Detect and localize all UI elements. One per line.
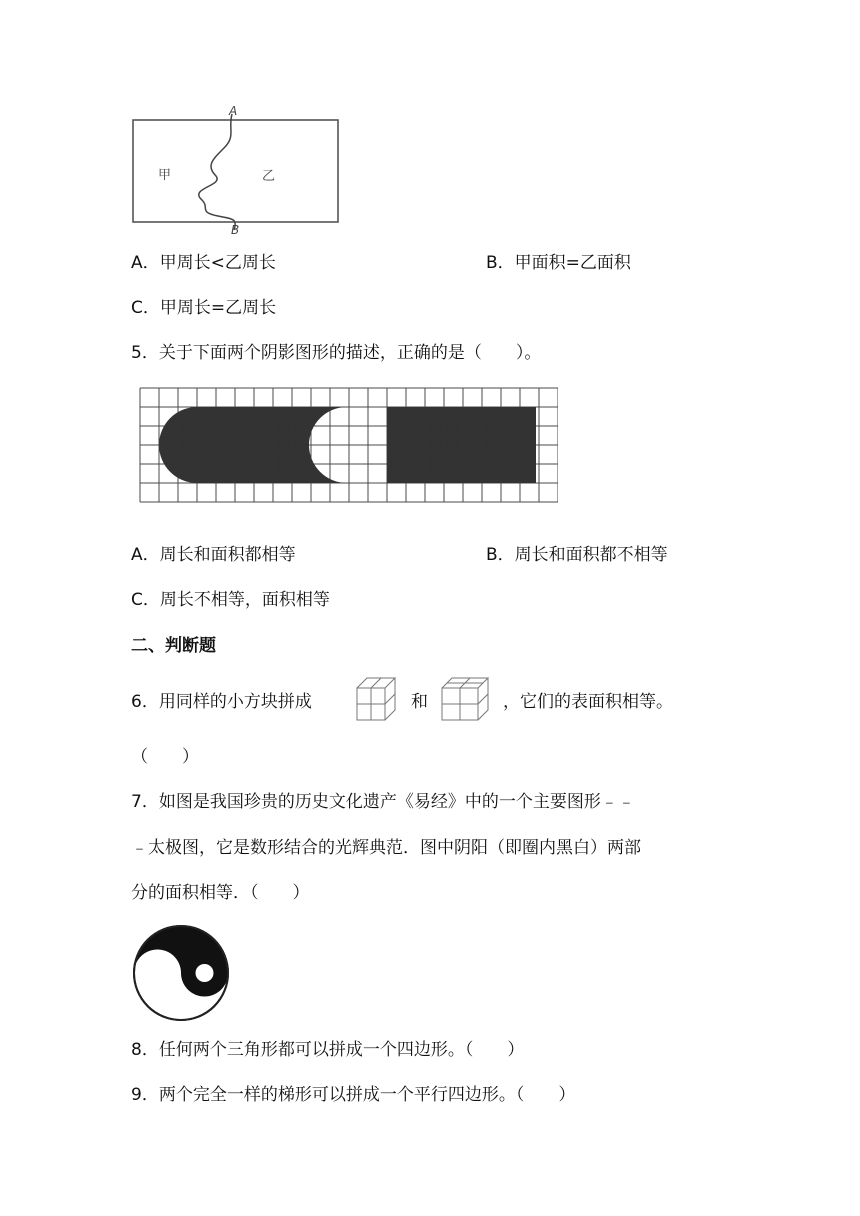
point-b-label: B bbox=[231, 223, 240, 237]
q7-line-1: 7．如图是我国珍贵的历史文化遗产《易经》中的一个主要图形﹣﹣ bbox=[131, 792, 635, 812]
q6-and: 和 bbox=[411, 692, 428, 712]
cube-figure-1 bbox=[355, 676, 399, 722]
region-yi-label: 乙 bbox=[262, 169, 276, 184]
q4-option-a: A．甲周长<乙周长 bbox=[131, 253, 276, 273]
q5-grid-figure bbox=[135, 385, 558, 516]
region-jia-label: 甲 bbox=[158, 168, 172, 183]
q7-line-3: 分的面积相等．（ ） bbox=[131, 883, 310, 903]
point-a-label: A bbox=[229, 104, 238, 118]
q6-answer-paren: （ ） bbox=[131, 747, 199, 767]
q8-text: 8．任何两个三角形都可以拼成一个四边形。（ ） bbox=[131, 1040, 525, 1060]
section-title: 二、判断题 bbox=[131, 636, 216, 656]
q9-text: 9．两个完全一样的梯形可以拼成一个平行四边形。（ ） bbox=[131, 1085, 576, 1105]
q4-option-b: B．甲面积=乙面积 bbox=[486, 253, 631, 273]
taiji-figure bbox=[131, 923, 231, 1023]
q6-suffix: ，它们的表面积相等。 bbox=[503, 692, 673, 712]
q6-prefix: 6．用同样的小方块拼成 bbox=[131, 692, 312, 712]
cube-figure-2 bbox=[440, 676, 490, 722]
q5-option-a: A．周长和面积都相等 bbox=[131, 545, 296, 565]
q5-option-b: B．周长和面积都不相等 bbox=[486, 545, 668, 565]
q7-line-2: ﹣太极图，它是数形结合的光辉典范．图中阴阳（即圈内黑白）两部 bbox=[131, 838, 641, 858]
q5-option-c: C．周长不相等，面积相等 bbox=[131, 590, 330, 610]
q4-option-c: C．甲周长=乙周长 bbox=[131, 298, 277, 318]
q5-stem: 5．关于下面两个阴影图形的描述，正确的是（ ）。 bbox=[131, 343, 542, 363]
